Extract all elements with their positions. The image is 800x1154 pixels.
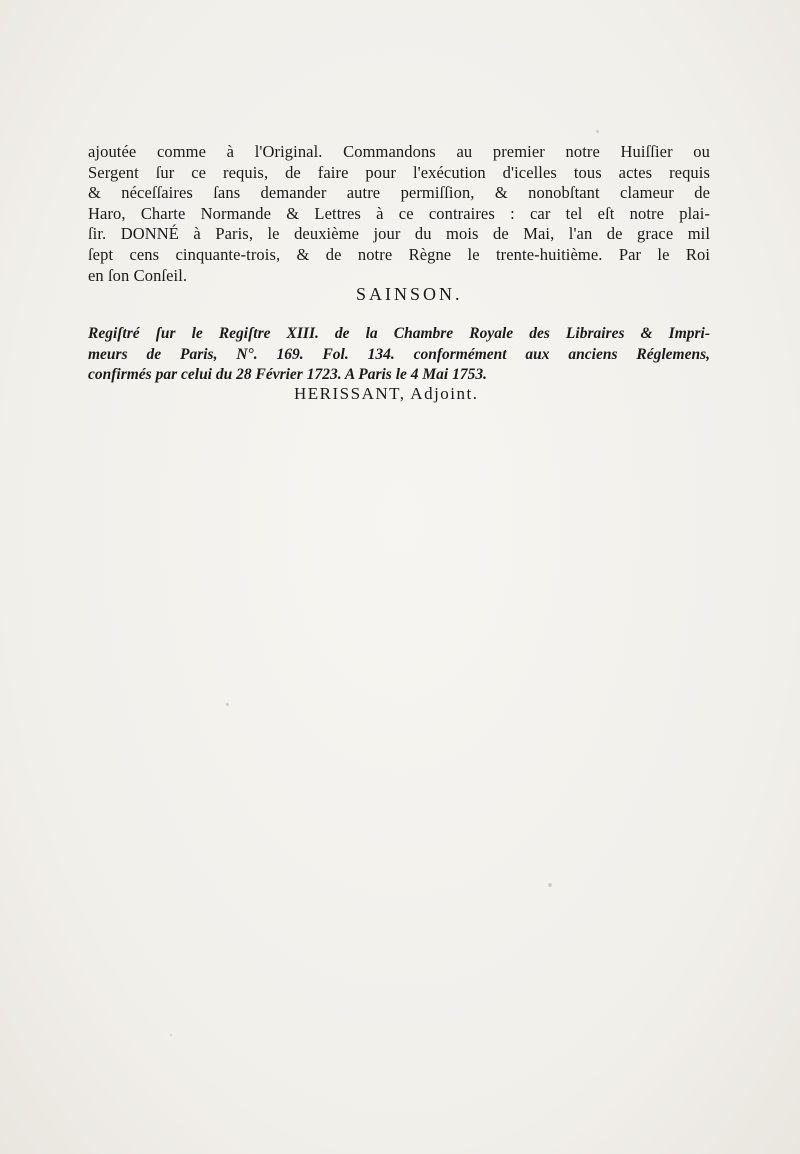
body-line: ſir. DONNÉ à Paris, le deuxième jour du mois de Mai, l'an de grace mil: [88, 224, 710, 244]
registre-line: Regiſtré ſur le Regiſtre XIII. de la Chambre Royale des Libraires & Impri-: [88, 325, 710, 342]
paper-speck: [596, 130, 599, 133]
paper-speck: [226, 703, 229, 706]
body-line: Sergent ſur ce requis, de faire pour l'exécution d'icelles tous actes requis: [88, 162, 710, 182]
body-line: ajoutée comme à l'Original. Commandons au premier notre Huiſſier ou: [88, 142, 710, 161]
body-line: & néceſſaires ſans demander autre permiſſion, & nonobſtant clameur de: [88, 183, 710, 203]
paper-speck: [170, 1034, 172, 1036]
registration-note: [88, 324, 710, 386]
registre-line: meurs de Paris, N°. 169. Fol. 134. conformément aux anciens Réglemens,: [88, 345, 710, 363]
body-line: Haro, Charte Normande & Lettres à ce contraires : car tel eſt notre plai-: [88, 203, 710, 223]
body-line: ſept cens cinquante-trois, & de notre Règne le trente-huitième. Par le Roi: [88, 244, 710, 264]
signature-sainson: SAINSON.: [356, 284, 463, 304]
signature-herissant: HERISSANT, Adjoint.: [294, 384, 479, 403]
registre-line: confirmés par celui du 28 Février 1723. A Paris le 4 Mai 1753.: [88, 366, 487, 383]
paper-speck: [548, 883, 552, 887]
privilege-text: [88, 142, 710, 286]
body-line: en ſon Conſeil.: [88, 265, 188, 285]
